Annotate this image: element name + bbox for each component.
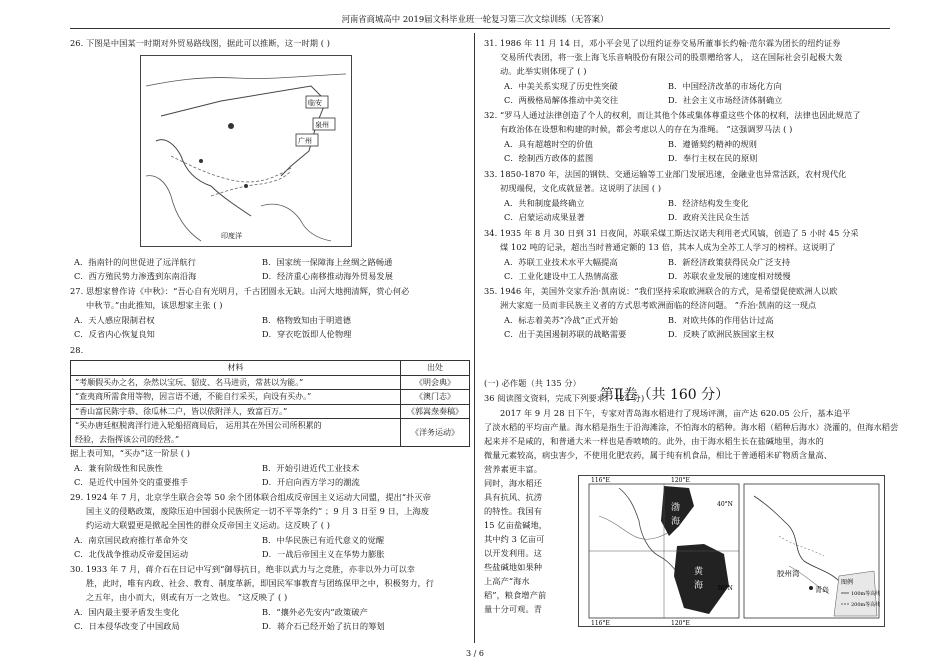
table-cell-material: 经验，去指挥该公司的经营。” bbox=[71, 433, 401, 447]
q29-option-d: D．一战后帝国主义在华势力膨胀 bbox=[262, 549, 385, 559]
legend-item-200m: 200m等高线 bbox=[851, 602, 881, 608]
q29-option-a: A．南京国民政府推行革命外交 bbox=[74, 535, 188, 545]
q27-stem-2: 中秋节。”由此推知，该思想家主张 ( ) bbox=[86, 300, 223, 310]
q31-line-2: 交易所代表团，将一张上海飞乐音响股份有限公司的股票赠给客人， 这在国际社会引起极大轰 bbox=[500, 52, 843, 62]
header-rule bbox=[70, 28, 890, 29]
table-cell-source: 《洋务运动》 bbox=[401, 419, 470, 447]
q36-side-text-line: 15 亿亩盐碱地， bbox=[484, 520, 548, 530]
table-cell-material: “买办唐廷枢脱离洋行进入轮船招商局后， 运用其在外国公司所积累的 bbox=[71, 419, 401, 433]
q36-side-text-line: 的特性。我国有 bbox=[484, 506, 543, 516]
table-cell-material: “香山富民陈宇恭、徐瓜林二户，皆以依附洋人，致富百万。” bbox=[71, 404, 401, 419]
table-header-row bbox=[71, 361, 470, 376]
q36-paragraph-line-1: 2017 年 9 月 28 日下午，专家对青岛海水稻进行了现场评测，亩产达 620.05 公斤，基本追平 bbox=[500, 408, 851, 418]
qingdao-region-map bbox=[578, 475, 885, 627]
q35-line-1: 35. 1946 年，美国外交家乔治·凯南说：“我们坚持采取欧洲联合的方式，是希望促使欧洲人以欧 bbox=[484, 286, 838, 296]
part-two-subtitle: (一) 必作题（共 135 分） bbox=[484, 378, 581, 388]
map-label-jiaozhou-bay: 胶州湾 bbox=[777, 569, 800, 578]
q36-paragraph-line-4: 微量元素较高，病虫害少，不使用化肥农药，属于纯有机食品，相比于普通稻米矿物质含量高、 bbox=[484, 450, 833, 460]
q33-option-c: C．启蒙运动成果显著 bbox=[504, 212, 585, 222]
q36-side-text-line: 其中约 3 亿亩可 bbox=[484, 534, 545, 544]
q26-option-c: C．西方殖民势力渗透到东南沿海 bbox=[74, 271, 197, 281]
q36-side-text-line: 稻”，粮食增产前 bbox=[484, 590, 547, 600]
q30-option-b: B．“攘外必先安内”政策破产 bbox=[262, 607, 368, 617]
lat-label: 36°N bbox=[717, 585, 733, 592]
lon-label: 120°E bbox=[671, 620, 690, 626]
q30-option-d: D．蒋介石已经开始了抗日的筹划 bbox=[262, 621, 385, 631]
q27-option-a: A．天人感应限制君权 bbox=[74, 315, 155, 325]
q28-option-c: C．是近代中国外交的重要推手 bbox=[74, 477, 189, 487]
table-cell-material: “查夷商所需食用等物，因言语不通，不能自行采买，向设有买办。” bbox=[71, 390, 401, 405]
q35-option-b: B．对欧共体的作用估计过高 bbox=[668, 315, 774, 325]
q26-option-a: A．指南针的问世促进了远洋航行 bbox=[74, 257, 197, 267]
q26-option-d: D．经济重心南移推动海外贸易发展 bbox=[262, 271, 393, 281]
q27-option-d: D．穿衣吃饭即人伦物理 bbox=[262, 329, 352, 339]
map-label-linan: 临安 bbox=[308, 99, 322, 107]
q29-line-3: 约运动大联盟更是掀起全国性的群众反帝国主义运动。这反映了 ( ) bbox=[86, 520, 331, 530]
page-header: 河南省商城高中 2019届文科毕业班一轮复习第三次文综训练（无答案） bbox=[341, 14, 609, 24]
map-label-quanzhou: 泉州 bbox=[315, 121, 329, 129]
q32-option-b: B．遵循契约精神的规则 bbox=[668, 139, 757, 149]
q31-line-1: 31. 1986 年 11 月 14 日，邓小平会见了以纽约证券交易所董事长约翰·范尔霖为团长的纽约证券 bbox=[484, 38, 841, 48]
q34-line-1: 34. 1935 年 8 月 30 日到 31 日夜间，苏联采煤工斯达汉诺夫利用老式风镐，创造了 5 小时 45 分采 bbox=[484, 228, 859, 238]
q29-line-1: 29. 1924 年 7 月，北京学生联合会等 50 余个团体联合组成反帝国主义运动大同盟，提出“扑灭帝 bbox=[70, 492, 432, 502]
part-two-title: 第Ⅱ卷（共 160 分） bbox=[600, 387, 730, 403]
q28-option-b: B．开始引进近代工业技术 bbox=[262, 463, 360, 473]
q33-option-d: D．政府关注民众生活 bbox=[668, 212, 750, 222]
legend-title: 图例 bbox=[841, 579, 854, 586]
lat-label: 40°N bbox=[717, 501, 733, 508]
q26-option-b: B．国家统一保障海上丝绸之路畅通 bbox=[262, 257, 393, 267]
lon-label: 120°E bbox=[671, 477, 690, 484]
q31-option-a: A．中美关系实现了历史性突破 bbox=[504, 81, 618, 91]
qingdao-region-map-svg bbox=[579, 476, 884, 626]
q31-option-d: D．社会主义市场经济体制确立 bbox=[668, 95, 783, 105]
table-row bbox=[71, 375, 470, 390]
lon-label: 116°E bbox=[591, 620, 610, 626]
map-label-qingdao: 青岛 bbox=[815, 586, 829, 594]
sea-label-hai-2: 海 bbox=[694, 581, 704, 591]
q34-option-d: D．苏联农业发展的速度相对缓慢 bbox=[668, 271, 791, 281]
trade-route-map-svg bbox=[141, 56, 351, 246]
q28-stem: 据上表可知，“买办”这一阶层 ( ) bbox=[70, 448, 191, 458]
q32-option-c: C．绘制西方政体的蓝图 bbox=[504, 153, 594, 163]
map-label-guangzhou: 广州 bbox=[298, 137, 312, 145]
table-header-source: 出处 bbox=[401, 361, 470, 376]
q36-side-text-line: 些盐碱地如果种 bbox=[484, 562, 543, 572]
q32-line-1: 32. “罗马人通过法律创造了个人的权利，而让其他个体或集体尊重这些个体的权利，法律也因此规范了 bbox=[484, 110, 861, 120]
q34-option-a: A．苏联工业技术水平大幅提高 bbox=[504, 257, 618, 267]
q28-material-table bbox=[70, 360, 470, 447]
q27-stem-1: 27. 思想家曾作诗《中秋》：“吾心自有光明月，千古团圆永无缺。山河大地拥清辉，赏心何必 bbox=[70, 286, 410, 296]
q29-option-c: C．北伐战争推动反帝爱国运动 bbox=[74, 549, 189, 559]
lon-label: 116°E bbox=[591, 477, 610, 484]
q30-line-1: 30. 1933 年 7 月，蒋介石在日记中写到“御辱抗日，绝非以武力与之竞胜，亦非以外力可以幸 bbox=[70, 564, 416, 574]
table-header-material: 材料 bbox=[71, 361, 401, 376]
q35-option-d: D．反映了欧洲民族国家主权 bbox=[668, 329, 775, 339]
sea-label-hai-1: 海 bbox=[671, 517, 681, 527]
q33-line-2: 初现端倪，文化成就显著。这说明了法国 ( ) bbox=[500, 183, 662, 193]
sea-label-bo: 渤 bbox=[671, 503, 681, 513]
q32-line-2: 有政治体在设想和构建的时候，都会考虑以人的存在为准绳。 ”这强调罗马法 ( ) bbox=[500, 124, 793, 134]
table-row bbox=[71, 419, 470, 433]
q34-line-2: 煤 102 吨的记录，超出当时普通定额的 13 倍，其本人成为全苏工人学习的榜样。这说明了 bbox=[500, 242, 836, 252]
q28-number: 28. bbox=[70, 345, 84, 355]
q32-option-a: A．具有超越时空的价值 bbox=[504, 139, 593, 149]
table-cell-source: 《澳门志》 bbox=[401, 390, 470, 405]
q35-option-a: A．标志着美苏“冷战”正式开始 bbox=[504, 315, 619, 325]
table-cell-material: “考顺假买办之名，杂然以宝玩、貂皮、名马进贡，常甚以为能。” bbox=[71, 375, 401, 390]
table-row bbox=[71, 390, 470, 405]
q36-side-text-line: 同时，海水稻还 bbox=[484, 478, 543, 488]
q35-line-2: 洲大家庭一员而非民族主义者的方式思考欧洲面临的经济问题。 ”乔治·凯南的这一现点 bbox=[500, 300, 817, 310]
q34-option-c: C．工业化建设中工人热情高涨 bbox=[504, 271, 619, 281]
q33-option-a: A．共和制度最终确立 bbox=[504, 198, 585, 208]
page-number: 3 / 6 bbox=[466, 649, 484, 658]
q27-option-b: B．格物致知由于明道德 bbox=[262, 315, 351, 325]
q27-option-c: C．反省内心恢复良知 bbox=[74, 329, 155, 339]
sea-label-huang: 黄 bbox=[694, 567, 704, 577]
q35-option-c: C．出于美国遏制苏联的战略需要 bbox=[504, 329, 627, 339]
q29-option-b: B．中华民族已有近代意义的觉醒 bbox=[262, 535, 385, 545]
q36-side-text-line: 以开发利用。这 bbox=[484, 548, 543, 558]
legend-item-100m: 100m等高线 bbox=[851, 591, 881, 597]
q30-line-2: 胜，此时，唯有内政、社会、教育、制度革新，即国民军事教育与团练保甲之中，积极努力，行 bbox=[86, 578, 435, 588]
q36-paragraph-line-2: 了淡水稻的平均亩产量。海水稻是指生于沿海滩涂，不怕海水的稻种。海水稻（稻种后海水）浇灌的，但海水稻尝 bbox=[484, 422, 899, 432]
q34-option-b: B．新经济政策获得民众广泛支持 bbox=[668, 257, 791, 267]
q33-line-1: 33. 1850-1870 年，法国的钢铁、交通运输等工业部门发展迅速，金融业也异常活跃，农村现代化 bbox=[484, 169, 847, 179]
map-label-indian-ocean: 印度洋 bbox=[221, 232, 242, 240]
q31-option-c: C．两极格局解体推动中美交往 bbox=[504, 95, 619, 105]
q32-option-d: D．奉行主权在民的原则 bbox=[668, 153, 758, 163]
q36-side-text-line: 上高产“海水 bbox=[484, 576, 530, 586]
q30-option-c: C．日本侵华改变了中国政局 bbox=[74, 621, 180, 631]
q36-side-text-line: 量十分可观。青 bbox=[484, 604, 543, 614]
q31-line-3: 动。此举实则体现了 ( ) bbox=[500, 66, 587, 76]
q36-side-text-line: 具有抗风、抗涝 bbox=[484, 492, 543, 502]
q31-option-b: B．中国经济改革的市场化方向 bbox=[668, 81, 782, 91]
table-cell-source: 《郭嵩焘奏稿》 bbox=[401, 404, 470, 419]
q33-option-b: B．经济结构发生变化 bbox=[668, 198, 749, 208]
q30-line-3: 之五年，由小而大，则或有万一之效也。 ”这反映了 ( ) bbox=[86, 592, 288, 602]
q26-stem: 26. 下图是中国某一时期对外贸易路线图，据此可以推断，这一时期 ( ) bbox=[70, 38, 331, 48]
q29-line-2: 国主义的侵略政策，废除压迫中国弱小民族所定一切不平等条约” ；9 月 3 日至 9 日，上海废 bbox=[86, 506, 430, 516]
q36-paragraph-line-3: 起来并不是咸的，和普通大米一样也是香喷喷的。此外，由于海水稻生长在盐碱地里，海水的 bbox=[484, 436, 824, 446]
trade-route-map bbox=[140, 55, 352, 247]
table-cell-source: 《明会典》 bbox=[401, 375, 470, 390]
column-divider bbox=[474, 33, 475, 643]
q28-option-d: D．开启向西方学习的潮流 bbox=[262, 477, 360, 487]
q36-paragraph-line-5: 营养素更丰富。 bbox=[484, 464, 543, 474]
q28-option-a: A．兼有阶级性和民族性 bbox=[74, 463, 163, 473]
q30-option-a: A．国内最主要矛盾发生变化 bbox=[74, 607, 180, 617]
table-row bbox=[71, 404, 470, 419]
q36-stem: 36 阅读图文资料，完成下列要求。 (24 分) bbox=[484, 393, 645, 403]
